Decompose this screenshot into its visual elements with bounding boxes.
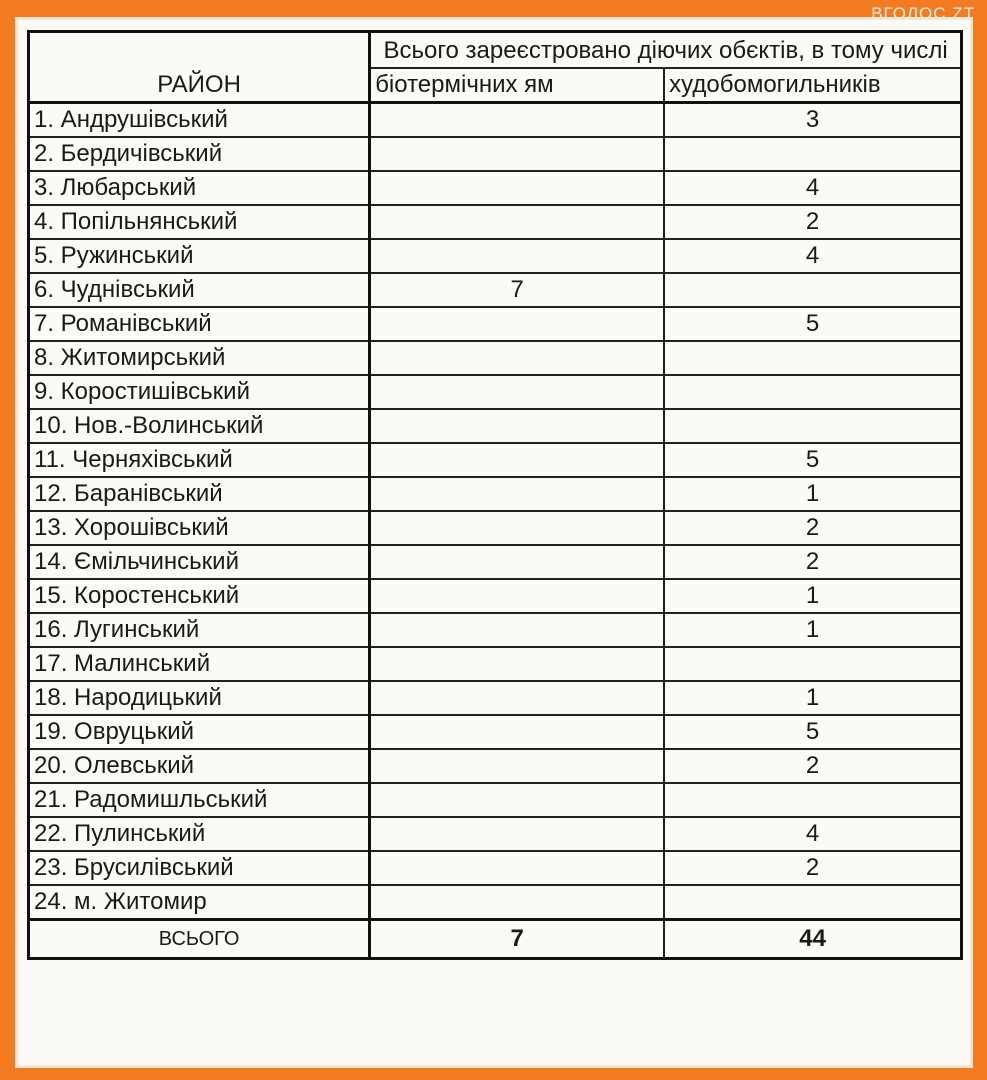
district-name: 5. Ружинський: [29, 239, 370, 273]
biothermal-count: [370, 681, 664, 715]
biothermal-count: [370, 307, 664, 341]
district-name: 19. Овруцький: [29, 715, 370, 749]
district-name: 9. Коростишівський: [29, 375, 370, 409]
district-name: 21. Радомишльський: [29, 783, 370, 817]
cattle-burial-count: [664, 273, 961, 307]
biothermal-count: [370, 715, 664, 749]
table-row: [29, 851, 962, 885]
table-row: [29, 171, 962, 205]
district-name: 22. Пулинський: [29, 817, 370, 851]
table-row: [29, 613, 962, 647]
cattle-burial-count: [664, 409, 961, 443]
district-name: 23. Брусилівський: [29, 851, 370, 885]
biothermal-count: [370, 171, 664, 205]
cattle-burial-count: 2: [664, 545, 961, 579]
cattle-burial-count: 5: [664, 715, 961, 749]
table-row: [29, 783, 962, 817]
table-row: [29, 239, 962, 273]
biothermal-count: 7: [370, 273, 664, 307]
table-row: [29, 205, 962, 239]
header-registered-objects: Всього зареєстровано діючих обєктів, в тому числі: [370, 32, 962, 69]
cattle-burial-count: 5: [664, 307, 961, 341]
cattle-burial-count: [664, 885, 961, 920]
biothermal-count: [370, 103, 664, 138]
district-name: 7. Романівський: [29, 307, 370, 341]
table-row: [29, 409, 962, 443]
biothermal-count: [370, 137, 664, 171]
district-name: 16. Лугинський: [29, 613, 370, 647]
district-name: 24. м. Житомир: [29, 885, 370, 920]
biothermal-count: [370, 545, 664, 579]
biothermal-count: [370, 749, 664, 783]
table-row: [29, 443, 962, 477]
table-row: [29, 511, 962, 545]
header-cattle-burials: худобомогильників: [664, 68, 961, 103]
district-name: 4. Попільнянський: [29, 205, 370, 239]
table-row: [29, 817, 962, 851]
district-objects-table: [27, 30, 963, 960]
cattle-burial-count: 2: [664, 749, 961, 783]
table-row: [29, 137, 962, 171]
district-name: 17. Малинський: [29, 647, 370, 681]
cattle-burial-count: 1: [664, 613, 961, 647]
total-biothermal: 7: [370, 920, 664, 959]
total-label: ВСЬОГО: [29, 920, 370, 959]
cattle-burial-count: [664, 647, 961, 681]
cattle-burial-count: 1: [664, 477, 961, 511]
cattle-burial-count: [664, 137, 961, 171]
table-row: [29, 375, 962, 409]
cattle-burial-count: 4: [664, 817, 961, 851]
biothermal-count: [370, 817, 664, 851]
biothermal-count: [370, 443, 664, 477]
table-row: [29, 273, 962, 307]
cattle-burial-count: 2: [664, 205, 961, 239]
cattle-burial-count: 5: [664, 443, 961, 477]
cattle-burial-count: [664, 375, 961, 409]
biothermal-count: [370, 409, 664, 443]
district-name: 20. Олевський: [29, 749, 370, 783]
table-row: [29, 307, 962, 341]
biothermal-count: [370, 579, 664, 613]
cattle-burial-count: 1: [664, 681, 961, 715]
cattle-burial-count: 3: [664, 103, 961, 138]
district-name: 1. Андрушівський: [29, 103, 370, 138]
table-row: [29, 103, 962, 138]
district-name: 3. Любарський: [29, 171, 370, 205]
total-cattle-burial: 44: [664, 920, 961, 959]
biothermal-count: [370, 511, 664, 545]
table-row: [29, 579, 962, 613]
table-row: [29, 885, 962, 920]
district-name: 8. Житомирський: [29, 341, 370, 375]
table-body: [29, 103, 962, 920]
header-district: РАЙОН: [29, 32, 370, 103]
cattle-burial-count: [664, 783, 961, 817]
site-watermark: ВГОЛОС.ZT: [871, 4, 975, 23]
district-name: 11. Черняхівський: [29, 443, 370, 477]
cattle-burial-count: [664, 341, 961, 375]
header-biothermal-pits: біотермічних ям: [370, 68, 664, 103]
biothermal-count: [370, 783, 664, 817]
biothermal-count: [370, 885, 664, 920]
table-row: [29, 681, 962, 715]
biothermal-count: [370, 239, 664, 273]
district-name: 6. Чуднівський: [29, 273, 370, 307]
biothermal-count: [370, 477, 664, 511]
cattle-burial-count: 2: [664, 511, 961, 545]
total-row: [29, 920, 962, 959]
district-name: 15. Коростенський: [29, 579, 370, 613]
table-row: [29, 749, 962, 783]
cattle-burial-count: 2: [664, 851, 961, 885]
district-name: 12. Баранівський: [29, 477, 370, 511]
district-name: 14. Ємільчинський: [29, 545, 370, 579]
district-name: 10. Нов.-Волинський: [29, 409, 370, 443]
cattle-burial-count: 1: [664, 579, 961, 613]
district-name: 2. Бердичівський: [29, 137, 370, 171]
district-name: 13. Хорошівський: [29, 511, 370, 545]
district-name: 18. Народицький: [29, 681, 370, 715]
biothermal-count: [370, 205, 664, 239]
table-row: [29, 341, 962, 375]
biothermal-count: [370, 375, 664, 409]
biothermal-count: [370, 341, 664, 375]
cattle-burial-count: 4: [664, 239, 961, 273]
table-row: [29, 715, 962, 749]
table-row: [29, 545, 962, 579]
table-row: [29, 477, 962, 511]
biothermal-count: [370, 647, 664, 681]
biothermal-count: [370, 851, 664, 885]
table-row: [29, 647, 962, 681]
cattle-burial-count: 4: [664, 171, 961, 205]
biothermal-count: [370, 613, 664, 647]
